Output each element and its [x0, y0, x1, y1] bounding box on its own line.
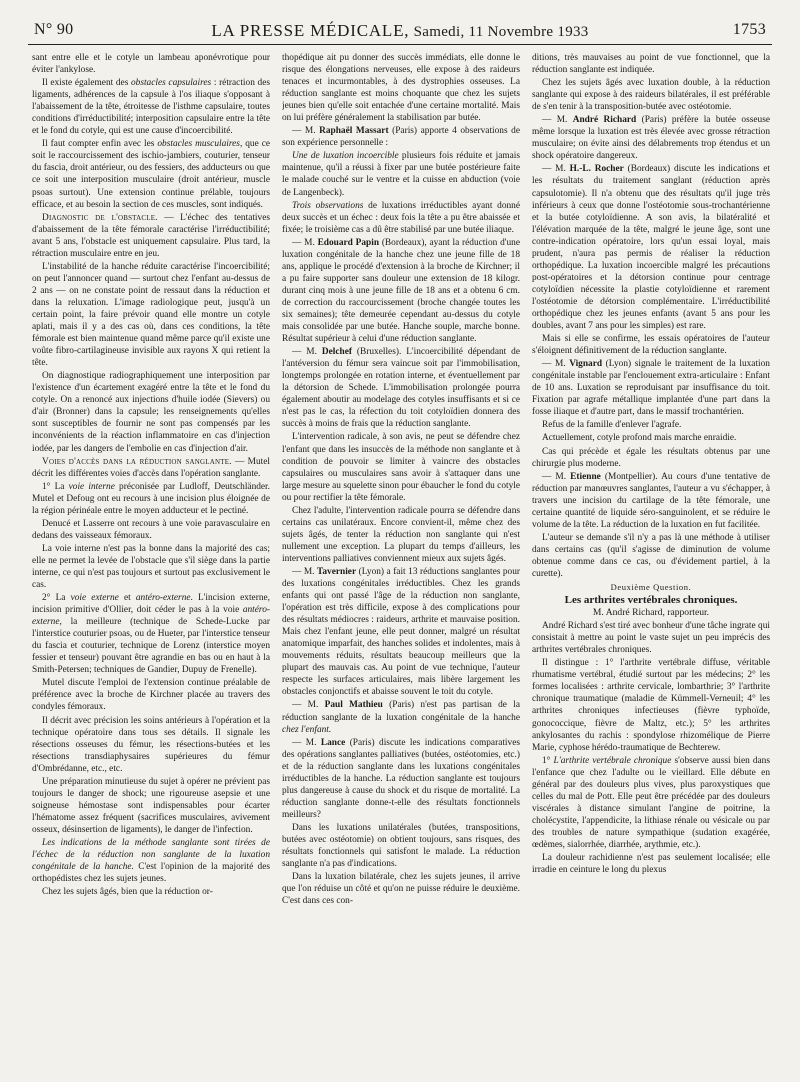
text-run: et — [118, 593, 136, 604]
author-name: Lance — [320, 737, 346, 748]
text-run: (Montpellier). Au cours d'une tentative de réduction par manœuvres sanglantes, l'auteur a vu s'échapper, à travers une incision du cartilage de la tête fémorale, une certaine quantité de liquide séro-sanguinolent, et se réduire le volume de la tête. La réduction de la luxation en fut facilitée. — [532, 471, 770, 530]
paragraph — [532, 358, 770, 418]
text-run: de luxations irréductibles ayant donné deux succès et un échec : deux fois la tête a pu être abaissée et fixée; le troisième cas a dû être stabilisé par une butée iliaque. — [282, 200, 520, 235]
text-run: s'observe aussi bien dans l'enfance que chez l'adulte ou le vieillard. Elle débute en général par des douleurs plus vives, plus paroxystiques que celles du mal de Pott. Elle peut être précédée par des douleurs viscérales à distance simulant l'angine de poitrine, la cholécystite, l'appendicite, la lithiase rénale ou vésicale ou par des troubles de nature sympathique (sudation exagérée, œdèmes, sialorrhée, diarrhée, arythmie, etc.). — [532, 755, 770, 850]
text-run: 2° La — [42, 593, 71, 604]
paragraph — [282, 200, 520, 236]
paragraph: Mutel discute l'emploi de l'extension continue préalable de préférence avec la broche de Kirchner placée au travers des condyles fémoraux. — [32, 678, 270, 713]
text-run: Trois observations — [292, 200, 364, 211]
text-run: préconisée par Ludloff, Deutschländer. Mutel et Defoug ont eu recours à une incision plus éloignée de la région périnéale entre le moyen adducteur et le pectiné. — [32, 481, 270, 516]
journal-masthead — [28, 21, 772, 41]
paragraph: Cas qui précède et égale les résultats obtenus par une chirurgie plus moderne. — [532, 446, 770, 469]
author-name: Delchef — [321, 347, 352, 358]
text-run: — M. — [542, 115, 573, 126]
text-run: — M. — [292, 700, 325, 711]
paragraph — [32, 138, 270, 210]
text-run: (Bruxelles). L'incoercibilité dépendant de l'antéversion du fémur sera vaincue soit par l'immobilisation, longtemps prolongée en rotation interne, et éventuellement par la détorsion de Schede. L'immobilisation prolongée pourra également aboutir au modelage des cotyles insuffisants et si ce n'est pas le cas, la réfection du toit cotyloïdien donnera des succès à moins de frais que la réduction sanglante. — [282, 347, 520, 430]
paragraph — [532, 114, 770, 162]
author-name: Vignard — [569, 359, 603, 370]
text-run: (Paris) n'est pas partisan de la réduction sanglante de la luxation congénitale de la hanche — [282, 700, 520, 723]
text-run: Il faut compter enfin avec les — [42, 139, 158, 150]
paragraph: ditions, très mauvaises au point de vue fonctionnel, que la réduction sanglante est indiquée. — [532, 53, 770, 76]
text-run: — M. — [292, 347, 322, 358]
author-name: Edouard Papin — [317, 237, 380, 248]
paragraph: Dans la luxation bilatérale, chez les sujets jeunes, il arrive que l'on réduise un côté et qu'on ne puisse réduire le deuxième. C'est dans ces con- — [282, 872, 520, 907]
author-name: Raphaël Massart — [319, 126, 389, 137]
paragraph: sant entre elle et le cotyle un lambeau aponévrotique pour éviter l'ankylose. — [32, 53, 270, 76]
author-name: André Richard — [572, 115, 637, 126]
paragraph: L'intervention radicale, à son avis, ne peut se défendre chez l'enfant que dans les insuccès de la méthode non sanglante et à condition de pouvoir se limiter à vaincre des obstacles capsulaires ou musculaires sans avoir à s'attaquer dans une large mesure au squelette sinon pour ébaucher le fond du cotyle ou pour rectifier la tête fémorale. — [282, 432, 520, 503]
paragraph: thopédique ait pu donner des succès immédiats, elle donne le risque des élongations nerveuses, elle expose à des raideurs tenaces et incurmontables, à des dystrophies osseuses. La réduction sanglante est moins choquante que chez les sujets jeunes bien qu'elle soit entachée d'une certaine mortalité. Mais on lui préfère généralement la stabilisation par butée. — [282, 53, 520, 124]
paragraph: Il distingue : 1° l'arthrite vertébrale diffuse, véritable rhumatisme vertébral, étudié surtout par les médecins; 2° les formes localisées : arthrite cervicale, lombarthrie; 3° l'arthrite chronique traumatique (maladie de Kümmell-Verneuil; 4° les arthrites chroniques infectieuses (fièvre typhoïde, gonococcique, fièvre de Maltz, etc.); 5° les arthrites ankylosantes du rachis : spondylose rhizomélique de Pierre Marie, cyphose hérédo-traumatique de Bechterew. — [532, 658, 770, 753]
paragraph: Dans les luxations unilatérales (butées, transpositions, butées avec ostéotomie) on obtient toujours, sans risques, des résultats fonctionnels qui satisfont le malade. La réduction sanglante n'a pas d'indications. — [282, 822, 520, 870]
text-run: (Paris) préfère la butée osseuse même lorsque la luxation est très élevée avec grosse rétraction musculaire; on évite ainsi des délabrements trop étendus et un shock opératoire dangereux. — [532, 115, 770, 162]
text-run: — M. — [292, 737, 321, 748]
text-run: obstacles capsulaires — [130, 78, 212, 89]
paragraph — [282, 346, 520, 430]
text-run: Voies d'accès dans la réduction sanglante. — [42, 456, 232, 467]
text-run: — M. — [292, 237, 318, 248]
text-run: C'est l'opinion de la majorité des orthopédistes chez les sujets jeunes. — [32, 862, 270, 885]
text-run: . L'incision externe, incision primitive d'Ollier, doit céder le pas à la voie — [32, 593, 270, 616]
article-columns — [32, 52, 770, 1072]
paragraph: Chez les sujets âgés avec luxation double, à la réduction sanglante qui expose à des raideurs bilatérales, il est préférable de s'en tenir à la transposition-butée avec ostéotomie. — [532, 78, 770, 113]
text-run: — M. — [292, 126, 320, 137]
page-header — [28, 14, 772, 45]
author-name: H.-L. Rocher — [569, 164, 624, 175]
text-run: (Bordeaux), ayant la réduction d'une luxation congénitale de la hanche chez une jeune fille de 18 ans, applique le procédé d'extension à la broche de Kirchner; il a pu faire supporter sans douleur une extension de 18 kilogr. durant cinq mois à une jeune fille de 18 ans et a obtenu 6 cm. de correction du raccourcissement (broche changée toutes les six semaines); tête demeurée cependant au-dessus du cotyle mais consolidée par une butée. Hanche souple, marche bonne. Résultat supérieur à celui d'une réduction sanglante. — [282, 237, 520, 345]
text-run: antéro-externe — [32, 605, 270, 628]
author-name: Etienne — [570, 471, 601, 482]
paragraph — [282, 737, 520, 821]
text-run: Une de luxation incoercible — [292, 151, 399, 162]
text-run: (Bordeaux) discute les indications et les résultats du traitement sanglant (réduction après capsulotomie). Il n'a obtenu que des résultats qu'il juge très inférieurs à ceux que donne l'ostéotomie sous-trochantérienne et la butée cotyloïdienne. A son avis, la bilatéralité et l'élévation marquée de la tête, malgré le jeune âge, sont une contre-indication opératoire, lors qu'un essai loyal, mais prudent, n'aura pas permis de réaliser la réduction orthopédique. La luxation incoercible malgré les précautions post-opératoires et la détorsion continue pour centrage cotyloïdien nécessite la plastie cotyloïdienne et rarement l'ostéotomie de détorsion complémentaire. L'irréductibilité orthopédique chez les jeunes enfants (avant 5 ans pour les doubles, avant 7 ans pour les simples) est rare. — [532, 164, 770, 332]
text-run: — M. — [542, 471, 571, 482]
text-run: (Paris) apporte 4 observations de son expérience personnelle : — [282, 126, 520, 149]
author-name: Tavernier — [317, 566, 357, 577]
text-run: voie interne — [68, 481, 115, 492]
column-3 — [532, 52, 770, 1072]
column-2 — [282, 52, 520, 1072]
paragraph — [32, 481, 270, 517]
text-run: antéro-externe — [135, 593, 191, 604]
paragraph — [282, 237, 520, 345]
paragraph: On diagnostique radiographiquement une interposition par l'existence d'un écartement exagéré entre la tête et le fond du cotyle. On a renoncé aux injections d'huile iodée (Sievers) ou d'air (Bronner) dans la capsule; les renseignements qu'elles sont susceptibles de fournir ne sont pas compensés par les inconvénients de la réaction inflammatoire en cas d'injection iodée, par les dangers de l'embolie en cas d'injection d'air. — [32, 371, 270, 454]
text-run: Diagnostic de l'obstacle. — [42, 212, 158, 223]
paragraph: Il décrit avec précision les soins antérieurs à l'opération et la technique opératoire dans tous ses détails. Il signale les résections osseuses du fémur, les résections-butées et les résections transdiaphysaires supérieures du fémur d'Ombrédanne, etc., etc. — [32, 715, 270, 774]
sec-title: Les arthrites vertébrales chroniques. — [564, 594, 738, 607]
column-1 — [32, 52, 270, 1072]
paragraph — [32, 212, 270, 260]
paragraph: Mais si elle se confirme, les essais opératoires de l'auteur s'éloignent définitivement de la réduction sanglante. — [532, 334, 770, 357]
paragraph: Denucé et Lasserre ont recours à une voie paravasculaire en dedans des vaisseaux fémoraux. — [32, 518, 270, 541]
text-run: chez l'enfant. — [282, 724, 332, 735]
text-run: Les indications de la méthode sanglante sont tirées de l'échec de la réduction non sanglante de la luxation congénitale de la hanche. — [32, 838, 270, 873]
paragraph: Chez l'adulte, l'intervention radicale pourra se défendre dans certains cas unilatéraux. Encore convient-il, même chez des sujets âgés, de tenter la réduction non sanglante qui n'est nullement une exception. La plupart du temps d'ailleurs, les interventions palliatives conviennent mieux aux sujets âgés. — [282, 505, 520, 564]
text-run: — M. — [542, 359, 570, 370]
text-run: (Lyon) signale le traitement de la luxation congénitale instable par l'enclouement extra-articulaire : Enfant de 10 ans. Luxation se reproduisant par insuffisance du toit. Fixation par agrafe métallique implantée d'une part dans la fosse iliaque et d'autre part, dans le massif trochantérien. — [532, 359, 770, 418]
text-run: — M. — [542, 164, 570, 175]
text-run: Il existe également des — [42, 78, 131, 89]
sec-rap: M. André Richard, rapporteur. — [592, 607, 710, 619]
paragraph — [532, 163, 770, 332]
paragraph: L'auteur se demande s'il n'y a pas là une méthode à utiliser dans certains cas (qu'il s'agisse de diminution de volume obtenue comme dans ce cas, ou d'évidement partiel, à la curette). — [532, 532, 770, 579]
text-run: obstacles musculaires — [157, 139, 240, 150]
paragraph: Une préparation minutieuse du sujet à opérer ne prévient pas toujours le danger de shock; une rigoureuse asepsie et une soigneuse hémostase sont indispensables pour écarter l'hématome assez fréquent (sacrifices musculaires, avivement osseux, désinsertion de ligaments), le danger de l'infection. — [32, 776, 270, 835]
paragraph: André Richard s'est tiré avec bonheur d'une tâche ingrate qui consistait à mettre au point le vaste sujet un peu imprécis des arthrites vertébrales chroniques. — [532, 621, 770, 656]
paragraph: Actuellement, cotyle profond mais marche enraidie. — [542, 433, 737, 444]
author-name: Paul Mathieu — [324, 700, 383, 711]
text-run: — L'échec des tentatives d'abaissement de la tête fémorale caractérise l'irréductibilité; avant 5 ans, l'obstacle est uniquement capsulaire. Plus tard, la rétraction musculaire entre en jeu. — [32, 212, 270, 259]
paragraph — [32, 837, 270, 885]
text-run: 1° — [542, 755, 554, 766]
text-run: : rétraction des ligaments, adhérences de la capsule à l'os iliaque s'opposant à l'abaissement de la tête, étroitesse de l'isthme capsulaire, toutes conditions d'irréductibilité; interposition capsulaire entre la tête et le fond du cotyle, qui est une cause d'incoercibilité. — [32, 78, 270, 137]
paragraph — [32, 456, 270, 480]
paragraph — [32, 77, 270, 137]
text-run: (Paris) discute les indications comparatives des opérations sanglantes palliatives (butées, ostéotomies, etc.) et de la réduction sanglante dans les luxations congénitales irréductibles de la hanche. La réduction sanglante est toujours plus dangereuse à cause du shock et du risque de mortalité. La réduction sanglante donne-t-elle des résultats fonctionnels meilleurs? — [282, 737, 520, 820]
paragraph: La douleur rachidienne n'est pas seulement localisée; elle irradie en ceinture le long du plexus — [532, 853, 770, 876]
text-run: , que ce soit le raccourcissement des ischio-jambiers, couturier, tenseur du fascia, droit antérieur, ou des fessiers, des adducteurs ou que ce soit une interposition musculaire (droit antérieur, muscle psoas surtout). Une extension continue prélable, toujours efficace, et au besoin la section de ces muscles, sont indiqués. — [32, 139, 270, 210]
paragraph — [282, 566, 520, 699]
text-run: — M. — [292, 566, 317, 577]
sec-head: Deuxième Question. — [610, 582, 692, 593]
text-run: — Mutel décrit les différentes voies d'accès dans l'opération sanglante. — [32, 456, 270, 479]
issue-number: N° 90 — [34, 21, 74, 38]
text-run: plusieurs fois réduite et jamais maintenue, qu'il a réussi à fixer par une butée postérieure faite le malade couché sur le ventre et la cuisse en abduction (voie de Langenbeck). — [282, 151, 520, 198]
text-run: L'arthrite vertébrale chronique — [553, 755, 672, 766]
paragraph — [282, 125, 520, 149]
paragraph — [282, 699, 520, 735]
page-number: 1753 — [732, 21, 766, 38]
text-run: (Lyon) a fait 13 réductions sanglantes pour des luxations congénitales irréductibles. Chez les grands enfants qui ont passé l'âge de la réduction non sanglante, l'opération est très difficile, expose à des complications pour des résultats médiocres : raideurs, arthrite et mauvaise position. Mais chez l'enfant jeune, elle peut donner, malgré un résultat anatomique imparfait, des hanches solides et indolentes, mais à mouvements réduits, résultats beaucoup meilleurs que la plupart des mauvais cas. Au point de vue technique, l'auteur respecte les surfaces articulaires, mais libère largement les obstacles conjonctifs et abaisse souvent le toit du cotyle. — [282, 566, 520, 698]
text-run: voie externe — [70, 593, 119, 604]
paragraph — [532, 471, 770, 531]
journal-title: LA PRESSE MÉDICALE, — [211, 21, 410, 40]
text-run: , la meilleure (technique de Schede-Lucke par l'interstice couturier psoas, ou de Hueter, par l'interstice tenseur du fascia et couturier, technique de Lorenz (interstice moyen fessier et tenseur) pouvant être agrandie en bas ou en haut à la Smith-Petersen; techniques de Gandier, Dupuy de Frenelle). — [32, 617, 270, 676]
text-run: 1° La — [42, 481, 69, 492]
paragraph: L'instabilité de la hanche réduite caractérise l'incoercibilité; on peut l'annoncer quand — surtout chez l'enfant au-dessus de 2 ans — on ne constate point de ressaut dans la réduction et dans la reluxation. L'image radiologique peut, jusqu'à un certain point, la faire prévoir quand elle montre un cotyle aplati, mais il y a des cas où, dans ces conditions, la tête fémorale est bien maintenue quand même parce qu'il existe une voûte fibro-cartilagineuse invisible aux rayons X qui retient la tête. — [32, 261, 270, 369]
issue-date: Samedi, 11 Novembre 1933 — [413, 24, 589, 40]
paragraph — [32, 592, 270, 676]
paragraph — [282, 150, 520, 198]
paragraph: Refus de la famille d'enlever l'agrafe. — [542, 420, 682, 431]
paragraph: Chez les sujets âgés, bien que la réduction or- — [42, 887, 213, 898]
paragraph — [532, 755, 770, 851]
paragraph: La voie interne n'est pas la bonne dans la majorité des cas; elle ne permet la levée de l'obstacle que s'il siège dans la partie interne, ce qui n'est pas toujours et surtout pas exclusivement le cas. — [32, 543, 270, 591]
